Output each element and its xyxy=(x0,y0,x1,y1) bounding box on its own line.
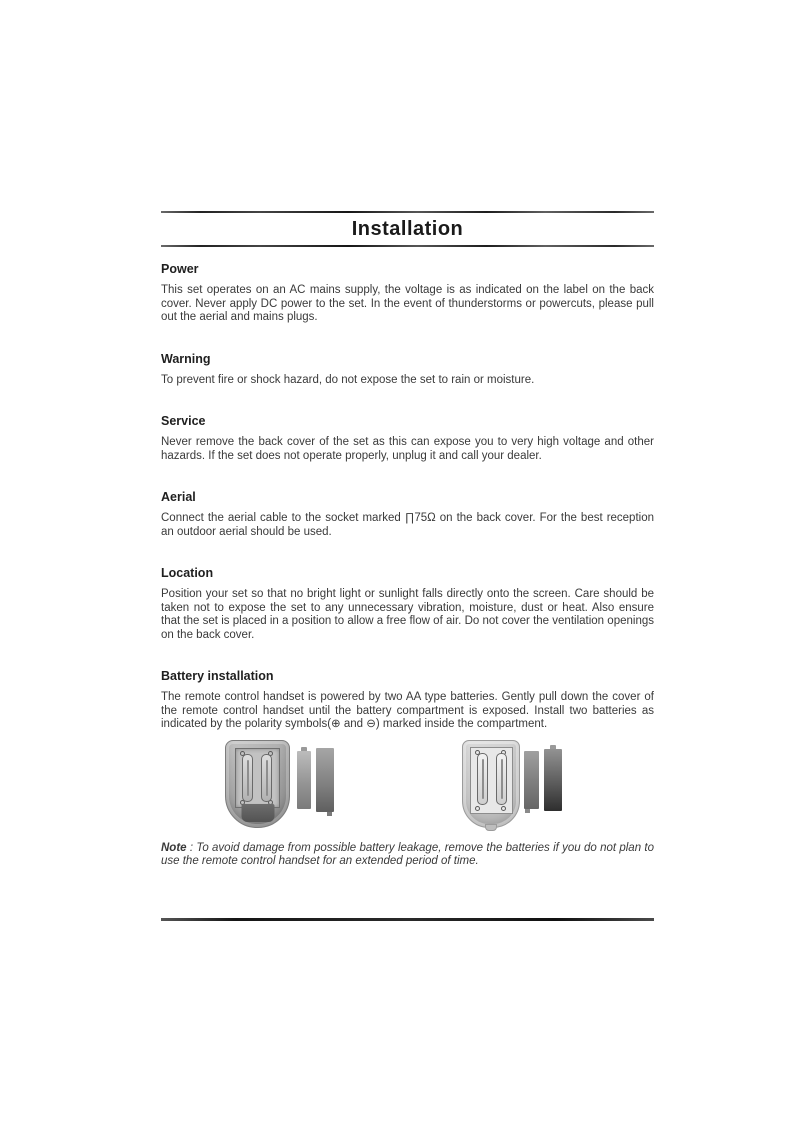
section-heading-service: Service xyxy=(161,414,206,428)
remote-back-illustration-right xyxy=(462,740,520,828)
battery-leakage-note xyxy=(161,842,654,870)
battery-installation-figures xyxy=(161,738,654,834)
battery-cover-latch xyxy=(241,804,274,822)
battery-slot xyxy=(242,754,253,802)
battery-terminal-icon xyxy=(301,747,307,751)
aa-battery-icon xyxy=(544,749,562,811)
section-heading-power: Power xyxy=(161,262,199,276)
battery-slot xyxy=(496,753,507,805)
section-battery-installation xyxy=(161,669,654,869)
battery-compartment xyxy=(470,747,513,814)
header-rule-top xyxy=(161,211,654,213)
page-title: Installation xyxy=(351,218,464,240)
page-header xyxy=(161,211,654,247)
section-body-service: Never remove the back cover of the set as this can expose you to very high voltage and other hazards. If the set does not operate properly, unplug it and call your dealer. xyxy=(161,436,654,462)
section-body-aerial: Connect the aerial cable to the socket marked ∏75Ω on the back cover. For the best reception an outdoor aerial should be used. xyxy=(161,512,654,538)
section-body-power: This set operates on an AC mains supply, the voltage is as indicated on the label on the back cover. Never apply DC power to the set. In the event of thunderstorms or powercuts, please pull out the aerial and mains plugs. xyxy=(161,284,654,323)
aa-battery-icon xyxy=(524,751,539,809)
section-power xyxy=(161,262,654,325)
section-heading-warning: Warning xyxy=(161,351,211,366)
section-body-location: Position your set so that no bright light or sunlight falls directly onto the screen. Care should be taken not to expose the set to any unnecessary vibration, moisture, dust or heat. Also ensure that the set is placed in a position to allow a free flow of air. Do not cover the ventilation openings on the back cover. xyxy=(161,588,654,641)
section-heading-location: Location xyxy=(161,566,214,580)
section-location xyxy=(161,566,654,642)
polarity-plus-icon xyxy=(501,806,506,811)
header-rule-bottom xyxy=(161,245,654,247)
section-body-battery-installation: The remote control handset is powered by two AA type batteries. Gently pull down the cover of the remote control handset until the battery compartment is exposed. Install two batteries as indicated by the polarity symbols(⊕ and ⊖) marked inside the compartment. xyxy=(161,691,654,730)
note-text: : To avoid damage from possible battery leakage, remove the batteries if you do not plan to use the remote control handset for an extended period of time. xyxy=(161,841,654,868)
section-service xyxy=(161,414,654,463)
aa-battery-icon xyxy=(297,751,311,809)
section-aerial xyxy=(161,490,654,539)
battery-terminal-icon xyxy=(525,809,530,813)
section-warning xyxy=(161,352,654,388)
battery-slot xyxy=(261,754,272,802)
remote-back-illustration-left xyxy=(225,740,290,828)
section-heading-battery-installation: Battery installation xyxy=(161,669,274,683)
aa-battery-icon xyxy=(316,748,334,812)
battery-terminal-icon xyxy=(327,812,332,816)
section-body-warning: To prevent fire or shock hazard, do not expose the set to rain or moisture. xyxy=(161,373,535,386)
battery-terminal-icon xyxy=(550,745,556,749)
battery-compartment xyxy=(235,748,280,808)
page-bottom-rule xyxy=(161,918,654,921)
battery-slot xyxy=(477,753,488,805)
page-content xyxy=(161,211,654,869)
note-label: Note xyxy=(161,841,187,854)
polarity-minus-icon xyxy=(475,806,480,811)
section-heading-aerial: Aerial xyxy=(161,490,196,504)
